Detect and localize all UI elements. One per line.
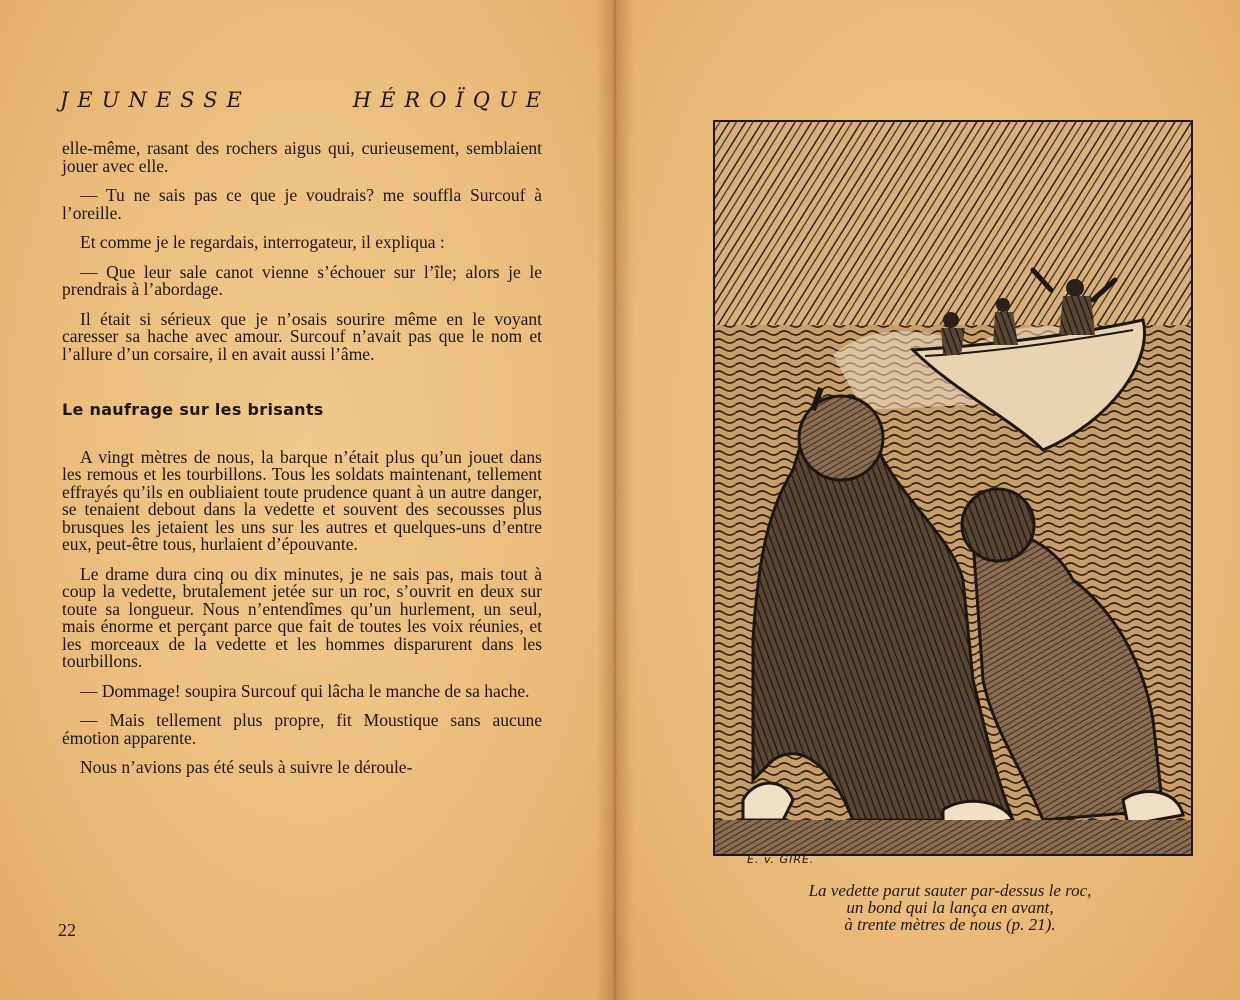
paragraph: Il était si sérieux que je n’osais sourire même en le voyant caresser sa hache avec amour. Surcouf n’avait pas que le nom et l’allure d’un corsaire, il en avait aussi l’âme. bbox=[62, 308, 542, 364]
paragraph: elle-même, rasant des rochers aigus qui, curieusement, semblaient jouer avec elle. bbox=[62, 138, 542, 176]
running-head-word-2: HÉROÏQUE bbox=[352, 88, 550, 112]
body-text bbox=[62, 140, 542, 789]
paragraph: — Tu ne sais pas ce que je voudrais? me souffla Surcouf à l’oreille. bbox=[62, 185, 542, 223]
running-head-word-1: JEUNESSE bbox=[60, 88, 251, 112]
caption-line: un bond qui la lança en avant, bbox=[846, 898, 1054, 917]
left-page bbox=[0, 0, 614, 1000]
paragraph: — Mais tellement plus propre, fit Moustique sans aucune émotion apparente. bbox=[62, 710, 542, 748]
paragraph: — Dommage! soupira Surcouf qui lâcha le manche de sa hache. bbox=[80, 680, 530, 701]
section-title: Le naufrage sur les brisants bbox=[62, 400, 324, 419]
paragraph: Nous n’avions pas été seuls à suivre le déroule- bbox=[80, 757, 413, 777]
paragraph: Le drame dura cinq ou dix minutes, je ne sais pas, mais tout à coup la vedette, brutalement jetée sur un roc, s’ouvrit en deux sur toute sa longueur. Nous n’entendîmes qu’un hurlement, un seul, mais énorme et perçant parce que fait de toutes les voix réunies, et les morceaux de la vedette et les hommes disparurent dans les tourbillons. bbox=[62, 563, 542, 671]
paragraph: A vingt mètres de nous, la barque n’était plus qu’un jouet dans les remous et les tourbillons. Tous les soldats maintenant, tellement effrayés qu’ils en oubliaient toute prudence quant à un autre danger, se tenaient debout dans la vedette et souvent des secousses plus brusques les jetaient les uns sur les autres et quelques-uns d’entre eux, peut-être tous, hurlaient d’épouvante. bbox=[62, 446, 542, 554]
caption-line: La vedette parut sauter par-dessus le roc, bbox=[808, 881, 1092, 900]
caption-line: à trente mètres de nous (p. 21). bbox=[844, 915, 1056, 934]
book-gutter bbox=[596, 0, 634, 1000]
paragraph: — Que leur sale canot vienne s’échouer sur l’île; alors je le prendrais à l’abordage. bbox=[62, 261, 542, 299]
paragraph: Et comme je le regardais, interrogateur, il expliqua : bbox=[80, 232, 445, 252]
running-head bbox=[60, 88, 550, 112]
shipwreck-illustration bbox=[713, 120, 1193, 856]
artist-signature: E. v. GIRE. bbox=[747, 853, 815, 866]
page-number: 22 bbox=[58, 920, 76, 940]
illustration-caption bbox=[740, 882, 1160, 933]
